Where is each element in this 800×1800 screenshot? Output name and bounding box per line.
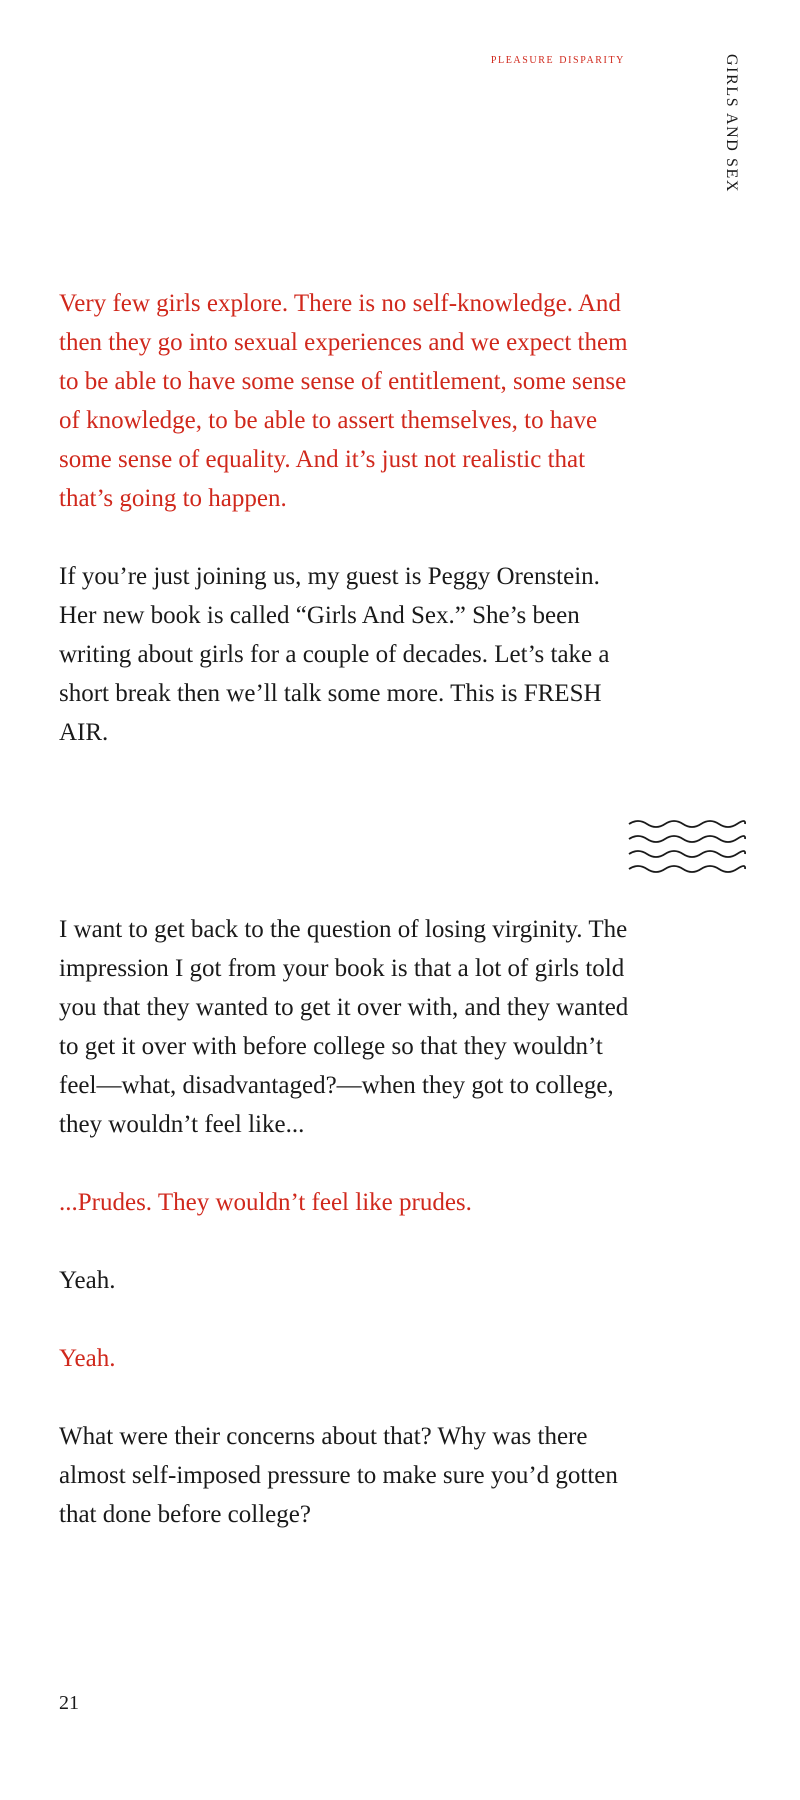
- running-head: pleasure disparity: [490, 52, 625, 67]
- host-question: I want to get back to the question of losing virginity. The impression I got from your book is that a lot of girls told you that they wanted to get it over with, and they wanted to get it over with before college so that they wouldn’t feel—what, disadvantaged?—when they got to college, they wouldn’t feel like...: [59, 916, 629, 1138]
- page-number: 21: [59, 1692, 79, 1714]
- guest-answer: Yeah.: [59, 1345, 116, 1372]
- guest-answer: ...Prudes. They wouldn’t feel like prudes.: [59, 1189, 472, 1216]
- host-question: What were their concerns about that? Why was there almost self-imposed pressure to make sure you’d gotten that done before college?: [59, 1423, 618, 1528]
- interview-after-break: [59, 910, 639, 1573]
- host-question: Yeah.: [59, 1267, 116, 1294]
- guest-answer: Very few girls explore. There is no self-knowledge. And then they go into sexual experiences and we expect them to be able to have some sense of entitlement, some sense of knowledge, to be able to assert themselves, to have some sense of equality. And it’s just not realistic that that’s going to happen.: [59, 290, 628, 512]
- host-question: If you’re just joining us, my guest is Peggy Orenstein. Her new book is called “Girls And Sex.” She’s been writing about girls for a couple of decades. Let’s take a short break then we’ll talk some more. This is FRESH AIR.: [59, 563, 610, 746]
- wavy-lines-icon: [627, 818, 747, 880]
- vertical-book-title: GIRLS AND SEX: [723, 54, 740, 194]
- interview-before-break: [59, 284, 639, 791]
